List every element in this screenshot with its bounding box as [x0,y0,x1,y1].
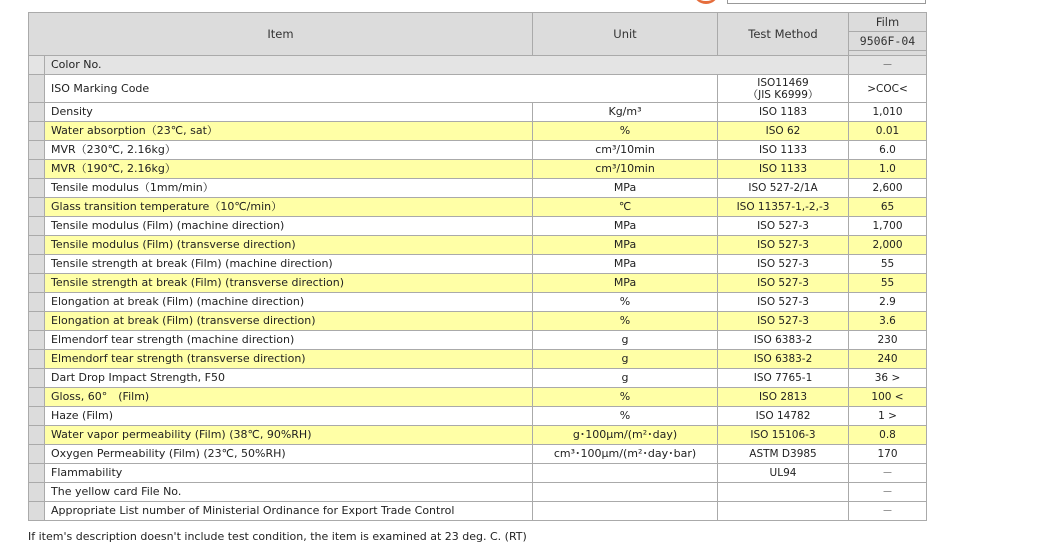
row-method: ISO 527-3 [718,274,849,293]
table-row [29,122,927,141]
row-item: Gloss, 60° (Film) [45,388,533,407]
row-method [718,75,849,103]
table-row [29,369,927,388]
properties-table [28,12,927,521]
row-value: 65 [849,198,927,217]
row-value: 55 [849,255,927,274]
table-row [29,141,927,160]
row-indent [29,75,45,103]
row-item: ISO Marking Code [45,75,718,103]
table-row [29,312,927,331]
row-method: ISO 1133 [718,141,849,160]
table-row [29,274,927,293]
row-indent [29,160,45,179]
row-item: Elmendorf tear strength (machine direction) [45,331,533,350]
row-method: ISO 6383-2 [718,331,849,350]
grade-select[interactable] [727,0,926,4]
row-unit: cm³/10min [533,160,718,179]
row-method: ISO 527-3 [718,312,849,331]
row-unit [533,483,718,502]
row-unit: g･100μm/(m²･day) [533,426,718,445]
row-method: ISO 2813 [718,388,849,407]
row-unit: % [533,293,718,312]
row-value: 55 [849,274,927,293]
row-item: Elongation at break (Film) (transverse direction) [45,312,533,331]
table-row [29,331,927,350]
table-row [29,217,927,236]
row-indent [29,312,45,331]
row-unit [533,464,718,483]
row-indent [29,369,45,388]
row-value: 0.8 [849,426,927,445]
row-method: ISO 7765-1 [718,369,849,388]
table-row [29,426,927,445]
row-indent [29,103,45,122]
table-row [29,350,927,369]
table-row [29,198,927,217]
table-row [29,407,927,426]
table-row [29,483,927,502]
row-indent [29,350,45,369]
table-row [29,388,927,407]
row-method [718,483,849,502]
table-row [29,255,927,274]
row-indent [29,198,45,217]
decorative-arc [693,0,719,4]
row-item: Water vapor permeability (Film) (38℃, 90%RH) [45,426,533,445]
row-unit: MPa [533,217,718,236]
table-row [29,464,927,483]
row-item: Tensile modulus（1mm/min） [45,179,533,198]
table-row [29,103,927,122]
table-row [29,293,927,312]
header-unit: Unit [533,13,718,56]
row-item: Haze (Film) [45,407,533,426]
row-item: Density [45,103,533,122]
row-indent [29,502,45,521]
header-test-method: Test Method [718,13,849,56]
row-indent [29,445,45,464]
row-indent [29,331,45,350]
row-value: 230 [849,331,927,350]
row-method: ISO 6383-2 [718,350,849,369]
header-grade: 9506F-04 [849,32,927,51]
row-method-line2: （JIS K6999） [747,88,819,101]
row-method: ISO 15106-3 [718,426,849,445]
row-unit: ℃ [533,198,718,217]
row-indent [29,483,45,502]
row-indent [29,274,45,293]
row-item: Flammability [45,464,533,483]
row-value: 2,000 [849,236,927,255]
row-value: － [849,483,927,502]
row-indent [29,179,45,198]
row-value: 1,010 [849,103,927,122]
row-value: 240 [849,350,927,369]
row-value: 170 [849,445,927,464]
table-row-color [29,56,927,75]
row-item: Tensile strength at break (Film) (machine direction) [45,255,533,274]
row-value: 100 < [849,388,927,407]
row-item: Glass transition temperature（10℃/min） [45,198,533,217]
row-method: ISO 527-3 [718,255,849,274]
row-indent [29,141,45,160]
row-method: UL94 [718,464,849,483]
row-value: － [849,464,927,483]
row-value: >COC< [849,75,927,103]
row-method: ISO 11357-1,-2,-3 [718,198,849,217]
row-value: 3.6 [849,312,927,331]
table-row [29,236,927,255]
row-item: Tensile modulus (Film) (transverse direction) [45,236,533,255]
row-value: 36 > [849,369,927,388]
row-indent [29,388,45,407]
footnote: If item's description doesn't include test condition, the item is examined at 23 deg. C. (RT) [28,530,527,543]
row-indent [29,217,45,236]
row-item: The yellow card File No. [45,483,533,502]
row-indent [29,122,45,141]
row-method: ISO 1133 [718,160,849,179]
row-method: ISO 527-3 [718,236,849,255]
row-indent [29,255,45,274]
row-value: 2.9 [849,293,927,312]
row-item: Tensile modulus (Film) (machine direction) [45,217,533,236]
row-item: Elongation at break (Film) (machine direction) [45,293,533,312]
row-method: ASTM D3985 [718,445,849,464]
row-unit: % [533,312,718,331]
row-method [718,502,849,521]
row-method-line1: ISO11469 [757,76,809,89]
row-indent [29,464,45,483]
row-unit: Kg/m³ [533,103,718,122]
row-unit: cm³/10min [533,141,718,160]
row-indent [29,407,45,426]
row-method: ISO 14782 [718,407,849,426]
row-indent [29,426,45,445]
row-method: ISO 527-3 [718,217,849,236]
header-film-group: Film [849,13,927,32]
row-unit: g [533,331,718,350]
row-value: － [849,56,927,75]
row-unit: MPa [533,255,718,274]
row-unit: g [533,369,718,388]
row-item: MVR（190℃, 2.16kg） [45,160,533,179]
row-value: 1,700 [849,217,927,236]
row-unit: MPa [533,274,718,293]
row-unit: cm³･100μm/(m²･day･bar) [533,445,718,464]
row-indent [29,236,45,255]
row-value: 1.0 [849,160,927,179]
table-row [29,502,927,521]
row-method: ISO 1183 [718,103,849,122]
row-item: Water absorption（23℃, sat） [45,122,533,141]
row-unit: MPa [533,179,718,198]
row-method: ISO 62 [718,122,849,141]
row-method: ISO 527-3 [718,293,849,312]
row-item: Appropriate List number of Ministerial Ordinance for Export Trade Control [45,502,533,521]
row-unit: % [533,407,718,426]
row-item: Dart Drop Impact Strength, F50 [45,369,533,388]
row-unit: % [533,122,718,141]
row-unit: g [533,350,718,369]
row-value: 0.01 [849,122,927,141]
row-item: Oxygen Permeability (Film) (23℃, 50%RH) [45,445,533,464]
table-row [29,179,927,198]
row-item: Elmendorf tear strength (transverse direction) [45,350,533,369]
row-value: 1 > [849,407,927,426]
header-item: Item [29,13,533,56]
row-indent [29,56,45,75]
row-method: ISO 527-2/1A [718,179,849,198]
row-value: 2,600 [849,179,927,198]
table-row [29,445,927,464]
row-item: Tensile strength at break (Film) (transverse direction) [45,274,533,293]
table-row [29,160,927,179]
row-value: 6.0 [849,141,927,160]
row-value: － [849,502,927,521]
row-unit: MPa [533,236,718,255]
row-unit: % [533,388,718,407]
row-item: MVR（230℃, 2.16kg） [45,141,533,160]
row-unit [533,502,718,521]
row-item: Color No. [45,56,849,75]
row-indent [29,293,45,312]
table-row-marking [29,75,927,103]
